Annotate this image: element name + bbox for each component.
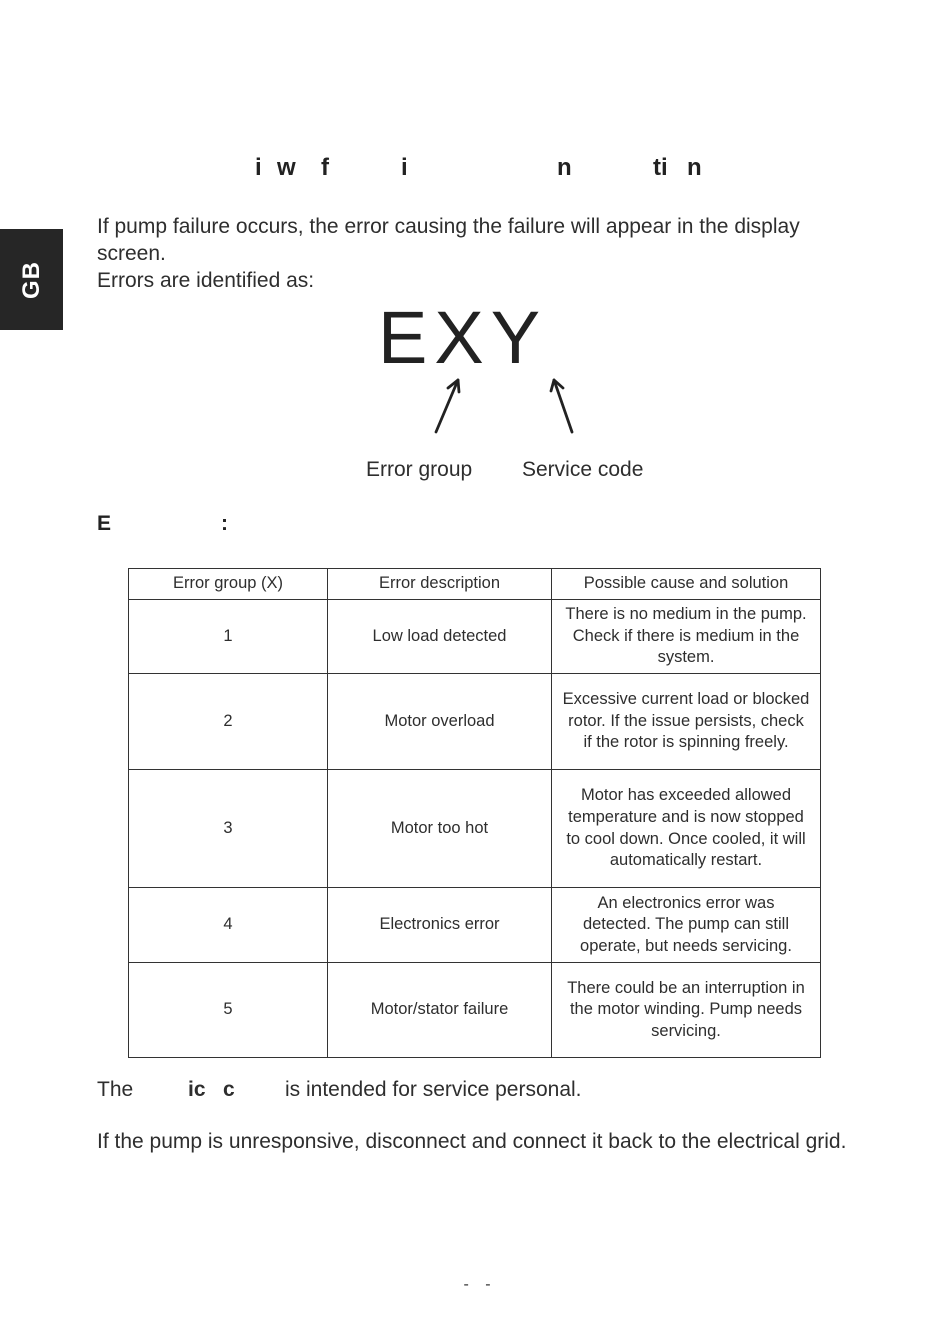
error-description-cell: Electronics error <box>328 888 552 963</box>
error-group-cell: 2 <box>129 674 328 770</box>
heading-fragment: f <box>321 154 329 181</box>
cause-solution-cell: Motor has exceeded allowed temperature and is now stopped to cool down. Once cooled, it will automatically restart. <box>552 770 821 888</box>
table-row <box>129 770 821 888</box>
service-code-note <box>97 1078 867 1108</box>
service-note-end: is intended for service personal. <box>285 1078 582 1101</box>
intro-text: If pump failure occurs, the error causing the failure will appear in the display screen. <box>97 215 800 265</box>
column-header: Possible cause and solution <box>552 569 821 600</box>
heading-fragment: w <box>277 154 296 181</box>
table-row <box>129 888 821 963</box>
section-heading <box>0 154 950 188</box>
intro-text-2: Errors are identified as: <box>97 269 315 292</box>
error-code-format: EXY <box>378 296 548 379</box>
cause-solution-cell: An electronics error was detected. The pump can still operate, but needs servicing. <box>552 888 821 963</box>
language-tab-label: GB <box>17 260 45 299</box>
heading-fragment: n <box>557 154 572 181</box>
error-group-cell: 5 <box>129 963 328 1058</box>
pointer-arrows <box>420 370 590 440</box>
cause-solution-cell: Excessive current load or blocked rotor. If the issue persists, check if the rotor is spinning freely. <box>552 674 821 770</box>
heading-fragment: i <box>401 154 408 181</box>
cause-solution-cell: There is no medium in the pump. Check if there is medium in the system. <box>552 600 821 674</box>
error-description-cell: Motor too hot <box>328 770 552 888</box>
error-group-cell: 3 <box>129 770 328 888</box>
table-header-row <box>129 569 821 600</box>
error-description-cell: Low load detected <box>328 600 552 674</box>
language-tab <box>0 229 63 330</box>
error-group-cell: 4 <box>129 888 328 963</box>
error-group-label: Error group <box>366 458 473 481</box>
service-note-start: The <box>97 1078 134 1101</box>
error-group-cell: 1 <box>129 600 328 674</box>
subheading-fragment: : <box>221 512 228 535</box>
reset-note: If the pump is unresponsive, disconnect and connect it back to the electrical grid. <box>97 1130 847 1153</box>
error-description-cell: Motor overload <box>328 674 552 770</box>
table-row <box>129 674 821 770</box>
table-row <box>129 600 821 674</box>
error-description-cell: Motor/stator failure <box>328 963 552 1058</box>
column-header: Error group (X) <box>129 569 328 600</box>
cause-solution-cell: There could be an interruption in the motor winding. Pump needs servicing. <box>552 963 821 1058</box>
page-number: - - <box>463 1276 497 1293</box>
column-header: Error description <box>328 569 552 600</box>
heading-fragment: ti <box>653 154 668 181</box>
table-row <box>129 963 821 1058</box>
heading-fragment: i <box>255 154 262 181</box>
service-note-bold: ic c <box>188 1078 235 1101</box>
heading-fragment: n <box>687 154 702 181</box>
subheading-fragment: E <box>97 512 112 535</box>
error-table <box>128 568 821 1058</box>
errors-subheading <box>97 512 237 540</box>
service-code-label: Service code <box>522 458 644 481</box>
